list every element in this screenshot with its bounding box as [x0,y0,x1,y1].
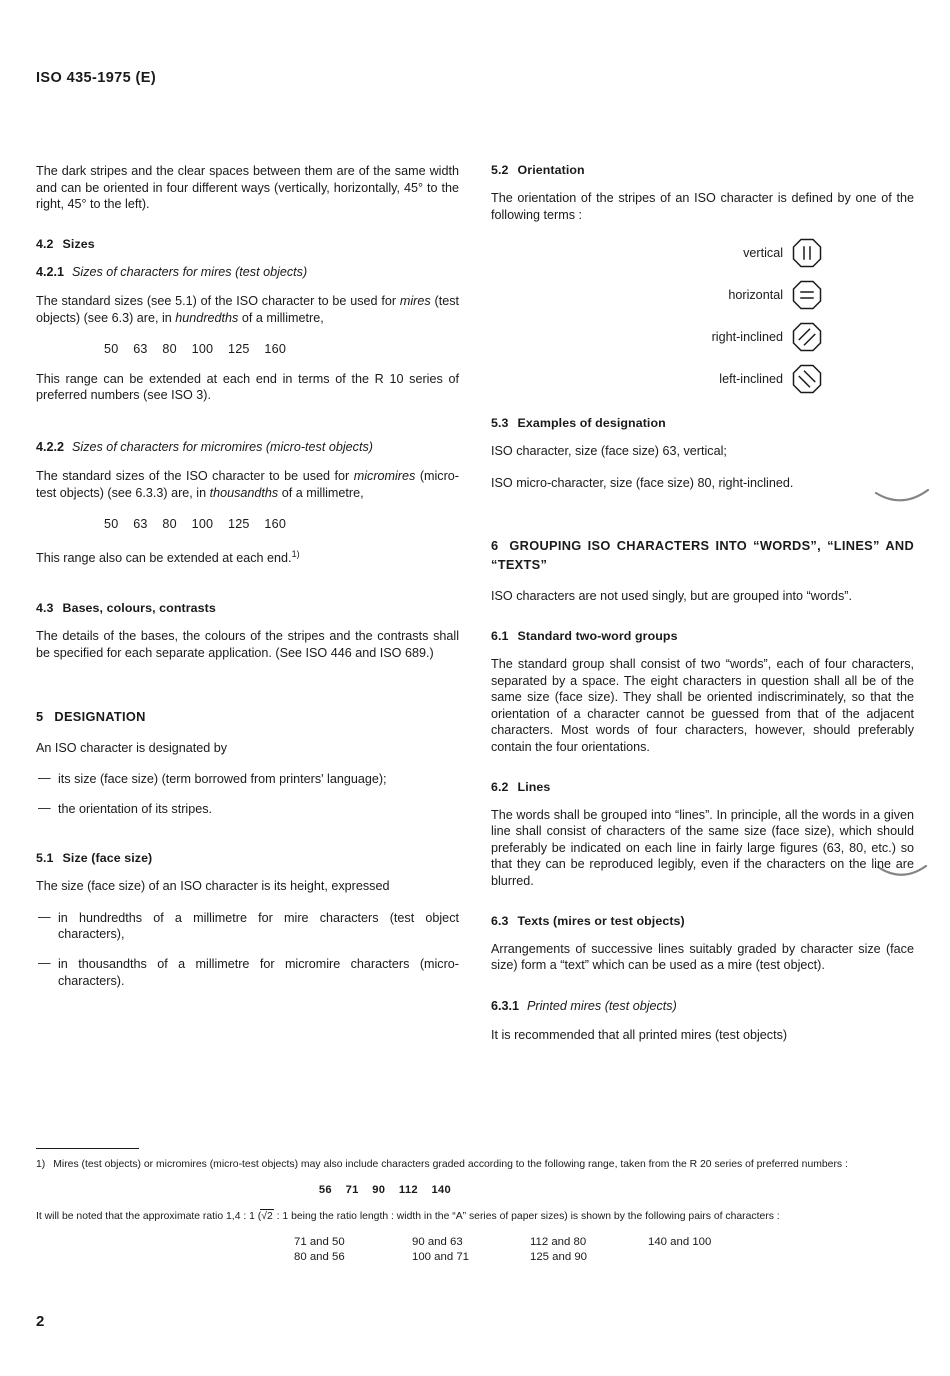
section-title: Sizes of characters for mires (test objects) [72,264,308,279]
section-title: Printed mires (test objects) [527,998,677,1013]
paragraph-5: An ISO character is designated by [36,740,228,755]
orientation-label: horizontal [728,288,783,303]
octagon-horizontal-stripes-icon [792,280,822,310]
right-column [491,163,914,1059]
footnote-numbers-row: 56 71 90 112 140 [318,1183,452,1196]
section-title: Texts (mires or test objects) [517,913,685,928]
paragraph-4-2-2-after [36,546,459,567]
list-item [36,910,459,943]
intro-paragraph: The dark stripes and the clear spaces between them are of the same width and can be oriented in four different ways (vertically, horizontally, 45° to the right, 45° to the left). [36,164,459,212]
section-number: 5.3 [491,416,509,431]
list-item [36,956,459,989]
table-cell [648,1250,766,1265]
footnote-separator-rule [36,1148,139,1149]
octagon-left-inclined-stripes-icon [792,364,822,394]
spacer [36,677,459,707]
square-root-symbol: √2 [260,1209,273,1225]
section-number: 6.3 [491,913,509,928]
section-title: Orientation [517,163,585,177]
section-heading-4-2 [36,237,459,251]
text-run: (test objects) (see 6.3) are, in [36,294,459,325]
section-heading-5 [36,707,459,726]
section-heading-6 [491,536,914,574]
table-cell: 140 and 100 [648,1236,712,1249]
section-number: 6.3.1 [491,998,520,1013]
section-heading-6-1 [491,629,914,643]
document-header: ISO 435-1975 (E) [36,70,157,86]
paragraph-5-2: The orientation of the stripes of an ISO character is defined by one of the following terms : [491,191,914,222]
spacer [491,620,914,629]
footnote-pairs-table [36,1235,914,1265]
dash-bullet-icon: — [38,771,51,786]
dash-bullet-icon: — [38,800,51,815]
section-number: 5.2 [491,163,509,177]
table-row [294,1250,914,1265]
dash-bullet-icon: — [38,956,51,971]
list-item-label: in hundredths of a millimetre for mire characters (test object characters), [58,910,459,942]
section-heading-4-2-2 [36,439,459,456]
paragraph-6-2: The words shall be grouped into “lines”. In principle, all the words in a given line shall consist of characters of the same size (face size), which should preferably be indicated on each line in fairly large figures (63, 80, etc.) so that they can be reproduced legibly, even if the characters on the line are blurred. [491,807,914,888]
table-cell: 90 and 63 [412,1236,463,1249]
paragraph-6-3: Arrangements of successive lines suitably graded by character size (face size) form a “text” which can be used as a mire (test object). [491,941,914,973]
text-run: This range also can be extended at each end. [36,550,292,565]
footnote-marker: 1) [36,1159,46,1170]
section-heading-5-2 [491,163,914,177]
octagon-right-inclined-stripes-icon [792,322,822,352]
section-number: 6.2 [491,779,509,794]
table-cell: 100 and 71 [412,1251,470,1264]
text-run-italic: thousandths [209,485,279,500]
footnote-block [36,1148,914,1265]
spacer [491,905,914,914]
text-run-italic: mires [399,294,431,309]
text-run: The standard sizes of the ISO character to be used for [36,469,354,484]
page-number: 2 [36,1313,45,1330]
spacer [36,831,459,851]
spacer [491,989,914,998]
text-run: of a millimetre, [278,485,364,500]
table-cell: 71 and 50 [294,1236,345,1249]
section-title: Bases, colours, contrasts [62,601,216,616]
orientation-label: vertical [743,246,783,261]
orientation-label: left-inclined [719,372,783,387]
text-run-italic: micromires [353,469,416,484]
paragraph-4-3: The details of the bases, the colours of the stripes and the contrasts shall be specified for each separate application. (See ISO 446 and ISO 689.) [36,629,459,660]
list-item [36,801,459,818]
section-heading-6-3 [491,914,914,928]
section-title: Examples of designation [517,416,666,431]
section-title: GROUPING ISO CHARACTERS INTO “WORDS”, “LINES” AND “TEXTS” [491,538,914,573]
example-designation-2: ISO micro-character, size (face size) 80, right-inclined. [491,475,794,490]
table-cell: 125 and 90 [530,1251,588,1264]
orientation-row-left-inclined [491,364,914,394]
sizes-row-micromires: 50 63 80 100 125 160 [104,516,287,531]
text-run: of a millimetre, [238,310,324,325]
section-heading-4-3 [36,601,459,615]
left-column [36,163,459,1059]
spacer [36,581,459,601]
text-run: It will be noted that the approximate ratio 1,4 : 1 ( [36,1210,262,1222]
section-heading-6-2 [491,780,914,794]
octagon-vertical-stripes-icon [792,238,822,268]
sizes-row-mires: 50 63 80 100 125 160 [104,341,287,356]
paragraph-6: ISO characters are not used singly, but are grouped into “words”. [491,589,852,604]
dash-bullet-icon: — [38,909,51,924]
section-title: Lines [517,779,551,794]
spacer [491,506,914,536]
orientation-row-right-inclined [491,322,914,352]
table-row [294,1235,914,1250]
section-heading-6-3-1 [491,998,914,1015]
spacer [36,419,459,439]
section-heading-5-3 [491,416,914,430]
paragraph-6-3-1: It is recommended that all printed mires (test objects) [491,1028,788,1043]
orientation-row-vertical [491,238,914,268]
section-number: 6.1 [491,628,509,643]
spacer [491,771,914,780]
text-run: : 1 being the ratio length : width in the “A” series of paper sizes) is shown by the following pairs of characters : [273,1210,780,1222]
example-designation-1: ISO character, size (face size) 63, vertical; [491,444,727,459]
footnote-reference: 1) [291,548,300,559]
list-item [36,771,459,788]
orientation-row-horizontal [491,280,914,310]
text-run: The standard sizes (see 5.1) of the ISO character to be used for [36,294,400,309]
section-number: 5.1 [36,851,54,866]
table-cell: 80 and 56 [294,1251,345,1264]
paragraph-6-1: The standard group shall consist of two “words”, each of four characters, separated by a space. The eight characters in question shall all be of the same size (face size). They shall be oriented indiscriminately, so that the orientation of a character cannot be guessed from that of the adjacent characters. Most words of four characters, however, should preferably contain the four orientations. [491,656,914,754]
size-expression-list [36,910,459,989]
text-run-italic: hundredths [175,310,239,325]
section-number: 4.2.2 [36,439,65,454]
section-number: 6 [491,538,499,554]
section-number: 4.2.1 [36,264,65,279]
list-item-label: the orientation of its stripes. [58,801,213,816]
footnote-text-2 [36,1209,914,1225]
section-title: DESIGNATION [54,708,146,724]
paragraph-4-2-1-after: This range can be extended at each end in terms of the R 10 series of preferred numbers (see ISO 3). [36,371,459,403]
orientation-symbol-list [491,238,914,394]
section-number: 4.3 [36,601,54,616]
section-title: Sizes [62,236,95,251]
section-heading-5-1 [36,851,459,865]
orientation-label: right-inclined [711,330,783,345]
list-item-label: in thousandths of a millimetre for micromire characters (micro-characters). [58,957,459,988]
paragraph-4-2-1 [36,293,459,326]
section-title: Standard two-word groups [517,628,678,643]
section-heading-4-2-1 [36,264,459,281]
list-item-label: its size (face size) (term borrowed from printers' language); [58,772,387,787]
paragraph-5-1: The size (face size) of an ISO character is its height, expressed [36,879,390,894]
footnote-text-1 [36,1158,914,1173]
designation-list [36,771,459,817]
section-number: 5 [36,708,44,724]
two-column-body [36,163,914,1059]
table-cell: 112 and 80 [530,1236,587,1249]
section-title: Sizes of characters for micromires (micro-test objects) [72,439,373,454]
paragraph-4-2-2 [36,468,459,501]
section-number: 4.2 [36,236,54,251]
text-run: Mires (test objects) or micromires (micro-test objects) may also include characters graded according to the following range, taken from the R 20 series of preferred numbers : [53,1159,848,1170]
text-run: (micro-test objects) (see 6.3.3) are, in [36,469,459,500]
section-title: Size (face size) [62,851,153,866]
spacer [36,228,459,237]
